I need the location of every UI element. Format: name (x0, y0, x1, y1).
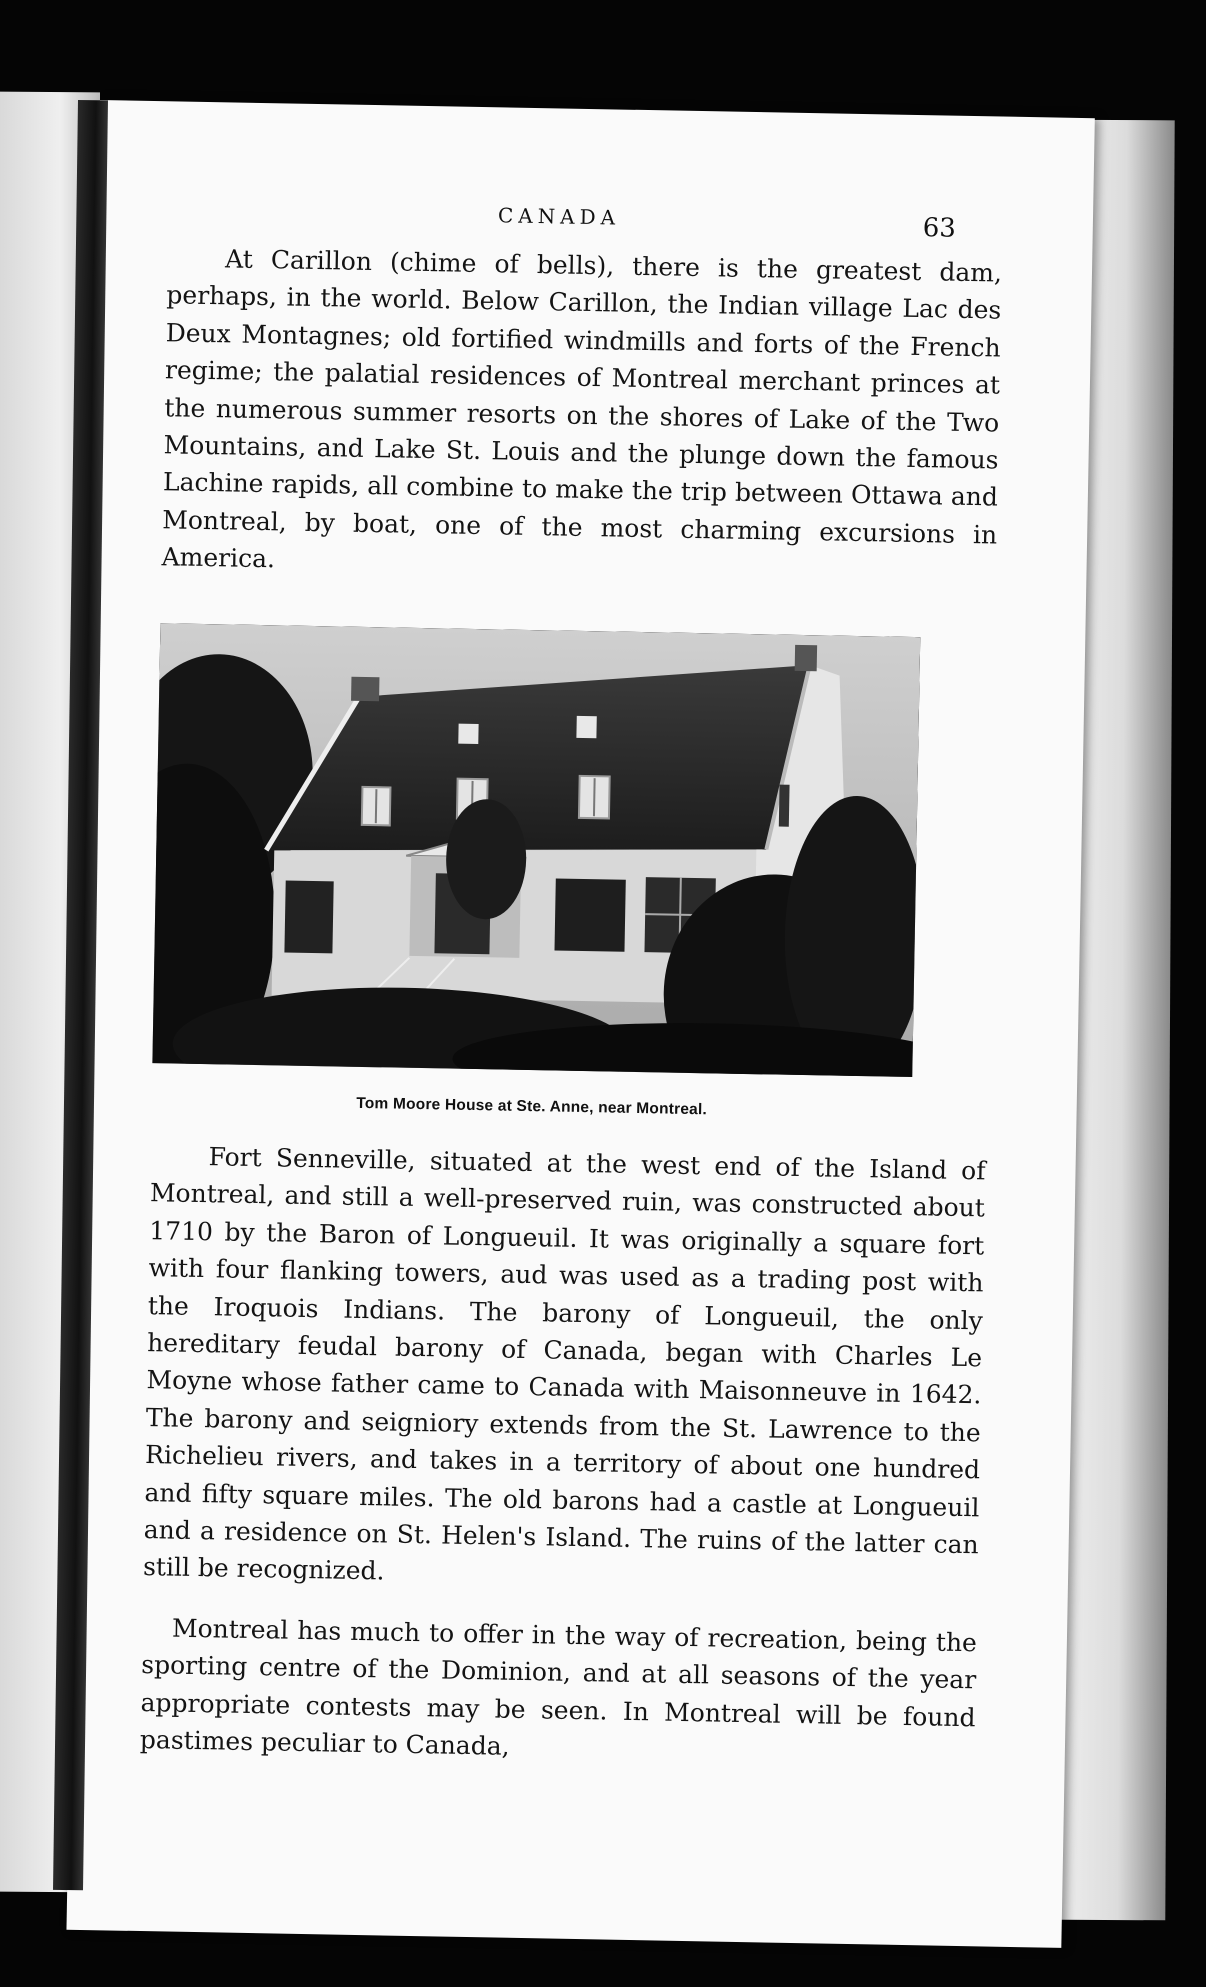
figure-caption: Tom Moore House at Ste. Anne, near Montreal. (356, 1094, 708, 1119)
paragraph-carillon: At Carillon (chime of bells), there is the greatest dam, perhaps, in the world. Below Carillon, the Indian village Lac des Deux Montagnes; old fortified windmills and forts of the French regime; the palatial residences of Montreal merchant princes at the numerous summer resorts on the shores of Lake of the Two Mountains, and Lake St. Louis and the plunge down the famous Lachine rapids, all combine to make the trip between Ottawa and Montreal, by boat, one of the most charming excursions in America. (161, 244, 1003, 574)
page-header (98, 196, 1093, 244)
house-photo-illustration (152, 623, 920, 1077)
book-page (66, 100, 1094, 1948)
paragraph-montreal-recreation: Montreal has much to offer in the way of recreation, being the sporting centre of the Dominion, and at all seasons of the year appropriate contests may be seen. In Montreal will be found pastimes peculiar to Canada, (139, 1613, 978, 1761)
house-photograph (152, 623, 920, 1077)
running-head: CANADA (497, 203, 621, 230)
paragraph-fort-senneville: Fort Senneville, situated at the west end of the Island of Montreal, and still a well-preserved ruin, was constructed about 1710 by the Baron of Longueuil. It was originally a square fort with four flanking towers, aud was used as a trading post with the Iroquois Indians. The barony of Longueuil, the only hereditary feudal barony of Canada, began with Charles Le Moyne whose father came to Canada with Maisonneuve in 1642. The barony and seigniory extends from the St. Lawrence to the Richelieu rivers, and takes in a territory of about one hundred and fifty square miles. The old barons had a castle at Longueuil and a residence on St. Helen's Island. The ruins of the latter can still be recognized. (142, 1142, 986, 1586)
page-number: 63 (922, 213, 957, 244)
